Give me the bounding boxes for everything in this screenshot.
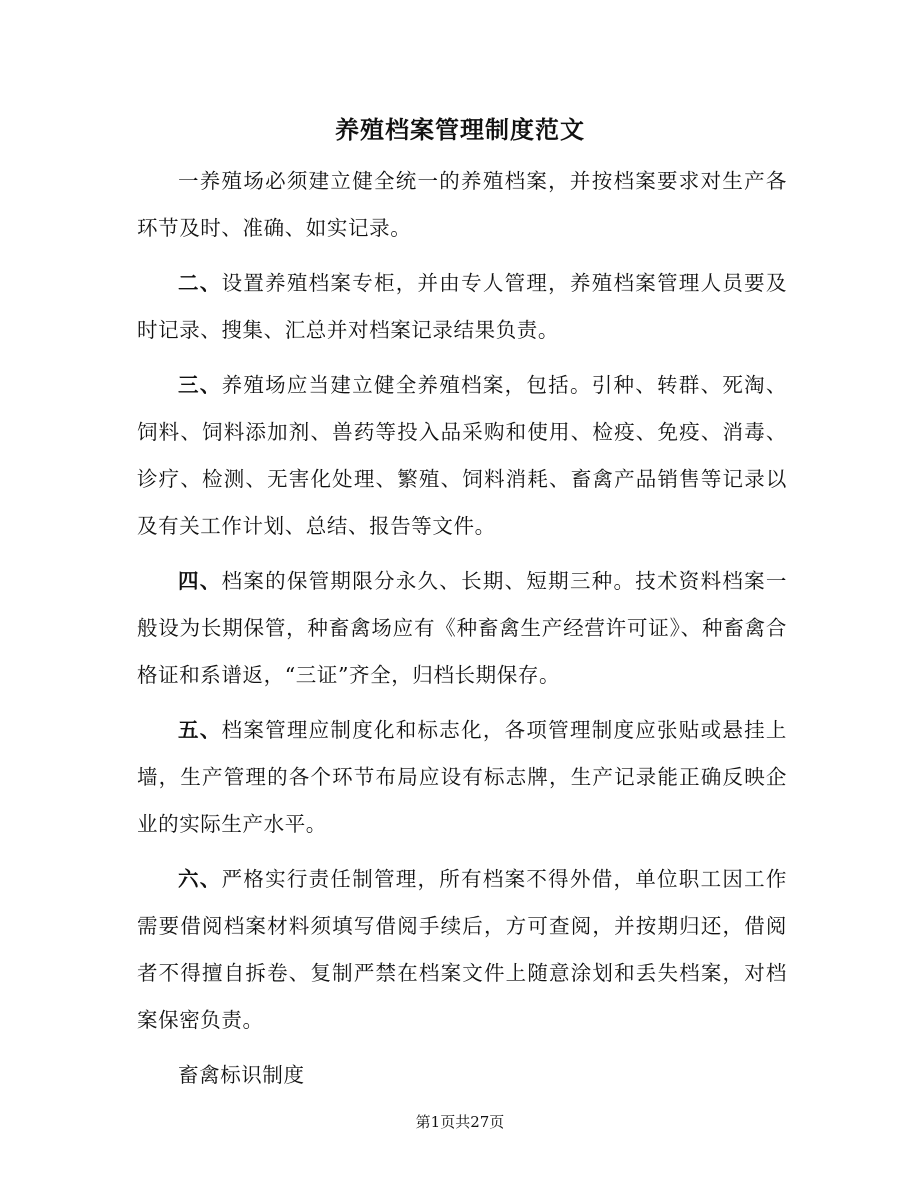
paragraph-5 <box>137 707 787 848</box>
paragraph-2 <box>137 260 787 354</box>
paragraph-text: 档案管理应制度化和标志化，各项管理制度应张贴或悬挂上墙，生产管理的各个环节布局应设有标志牌，生产记录能正确反映企业的实际生产水平。 <box>137 718 788 836</box>
paragraph-text: 档案的保管期限分永久、长期、短期三种。技术资料档案一般设为长期保管，种畜禽场应有《种畜禽生产经营许可证》、种畜禽合格证和系谱返，“三证”齐全，归档长期保存。 <box>137 569 788 687</box>
paragraph-number: 三、 <box>178 373 222 397</box>
paragraph-text: 严格实行责任制管理，所有档案不得外借，单位职工因工作需要借阅档案材料须填写借阅手续后，方可查阅，并按期归还，借阅者不得擅自拆卷、复制严禁在档案文件上随意涂划和丢失档案，对档案保密负责。 <box>137 867 788 1032</box>
paragraph-4 <box>137 558 787 699</box>
paragraph-6 <box>137 856 787 1044</box>
section-heading <box>137 1052 787 1099</box>
paragraph-text: 设置养殖档案专柜，并由专人管理，养殖档案管理人员要及时记录、搜集、汇总并对档案记录结果负责。 <box>137 271 788 342</box>
paragraph-3 <box>137 362 787 550</box>
page-number: 第1页共27页 <box>415 1113 505 1131</box>
paragraph-text: 养殖场应当建立健全养殖档案，包括。引种、转群、死淘、饲料、饲料添加剂、兽药等投入品采购和使用、检疫、免疫、消毒、诊疗、检测、无害化处理、繁殖、饲料消耗、畜禽产品销售等记录以及有关工作计划、总结、报告等文件。 <box>137 373 788 538</box>
paragraph-number: 二、 <box>178 271 222 295</box>
document-body <box>137 158 787 1107</box>
paragraph-1 <box>137 158 787 252</box>
paragraph-text: 畜禽标识制度 <box>178 1063 305 1087</box>
paragraph-text: 一养殖场必须建立健全统一的养殖档案，并按档案要求对生产各环节及时、准确、如实记录。 <box>137 169 787 240</box>
paragraph-number: 四、 <box>178 569 222 593</box>
document-title: 养殖档案管理制度范文 <box>335 115 585 144</box>
paragraph-number: 六、 <box>178 867 222 891</box>
paragraph-number: 五、 <box>178 718 222 742</box>
